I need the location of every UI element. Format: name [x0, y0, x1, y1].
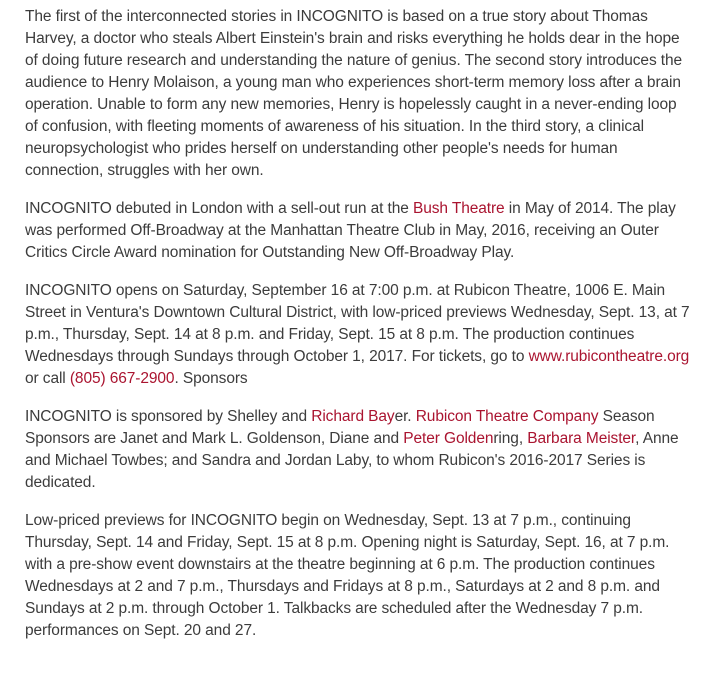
paragraph-2: [25, 198, 690, 264]
text-segment: INCOGNITO is sponsored by Shelley and: [25, 408, 312, 425]
text-segment: or call: [25, 370, 70, 387]
text-segment: , Anne and Michael Towbes; and Sandra and Jordan Laby, to whom Rubicon's 2016-2017 Series is dedicated.: [25, 430, 679, 491]
paragraph-4: [25, 406, 690, 494]
text-segment: INCOGNITO opens on Saturday, September 16 at 7:00 p.m. at Rubicon Theatre, 1006 E. Main Street in Ventura's Downtown Cultural District, with low-priced previews Wednesday, Sept. 13, at 7 p.m., Thursday, Sept. 14 at 8 p.m. and Friday, Sept. 15 at 8 p.m. The production continues Wednesdays through Sundays through October 1, 2017. For tickets, go to: [25, 282, 690, 365]
text-segment: . Sponsors: [174, 370, 248, 387]
text-segment: Low-priced previews for INCOGNITO begin on Wednesday, Sept. 13 at 7 p.m., continuing Thursday, Sept. 14 and Friday, Sept. 15 at 8 p.m. Opening night is Saturday, Sept. 16, at 7 p.m. with a pre-show event downstairs at the theatre beginning at 6 p.m. The production continues Wednesdays at 2 and 7 p.m., Thursdays and Fridays at 8 p.m., Saturdays at 2 and 8 p.m. and Sundays at 2 p.m. through October 1. Talkbacks are scheduled after the Wednesday 7 p.m. performances on Sept. 20 and 27.: [25, 512, 670, 639]
text-link[interactable]: Richard Bay: [311, 408, 395, 425]
text-link[interactable]: Rubicon Theatre Company: [415, 408, 599, 425]
paragraph-3: [25, 280, 690, 390]
paragraph-1: [25, 6, 690, 182]
text-link[interactable]: Peter Golden: [403, 430, 494, 447]
text-segment: er.: [394, 408, 416, 425]
text-link[interactable]: Barbara Meister: [527, 430, 636, 447]
text-segment: in May of 2014. The play was performed Off-Broadway at the Manhattan Theatre Club in May, 2016, receiving an Outer Critics Circle Award nomination for Outstanding New Off-Broadway Play.: [25, 200, 676, 261]
text-link[interactable]: www.rubicontheatre.org: [528, 348, 690, 365]
text-segment: Season Sponsors are Janet and Mark L. Goldenson, Diane and: [25, 408, 655, 447]
text-segment: ring,: [493, 430, 528, 447]
text-segment: INCOGNITO debuted in London with a sell-out run at the: [25, 200, 413, 217]
paragraph-5: [25, 510, 690, 642]
text-link[interactable]: (805) 667-2900: [69, 370, 175, 387]
text-link[interactable]: Bush Theatre: [412, 200, 505, 217]
text-segment: The first of the interconnected stories in INCOGNITO is based on a true story about Thomas Harvey, a doctor who steals Albert Einstein's brain and risks everything he holds dear in the hope of doing future research and understanding the nature of genius. The second story introduces the audience to Henry Molaison, a young man who experiences short-term memory loss after a brain operation. Unable to form any new memories, Henry is hopelessly caught in a never-ending loop of confusion, with fleeting moments of awareness of his situation. In the third story, a clinical neuropsychologist who prides herself on understanding other people's needs for human connection, struggles with her own.: [25, 8, 683, 179]
